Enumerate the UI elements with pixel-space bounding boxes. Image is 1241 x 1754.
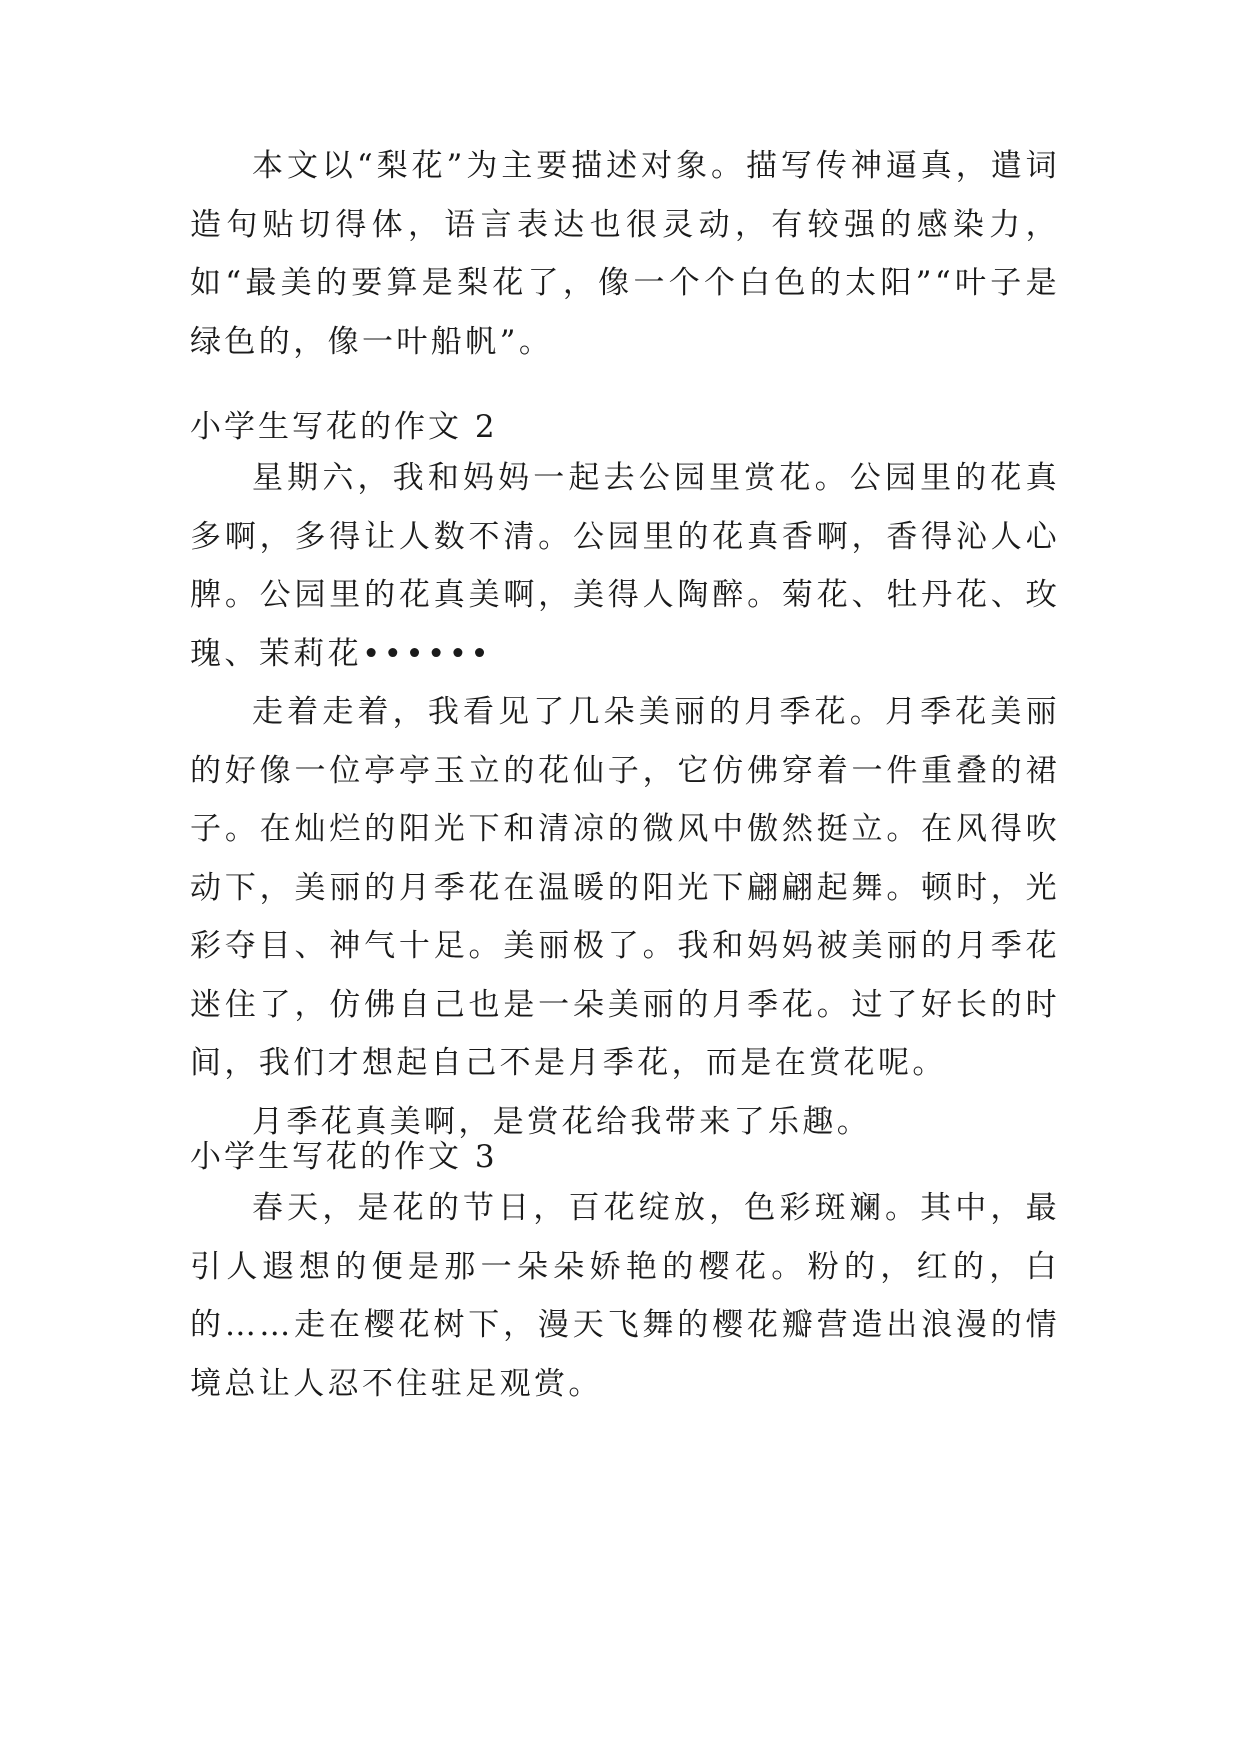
intro-paragraph: 本文以“梨花”为主要描述对象。描写传神逼真，遣词造句贴切得体，语言表达也很灵动，有较强的感染力，如“最美的要算是梨花了，像一个个白色的太阳”“叶子是绿色的，像一叶船帆”。	[190, 148, 1060, 360]
section-3-title: 小学生写花的作文 3	[190, 1139, 498, 1175]
section-3-body	[190, 1179, 1060, 1413]
intro-section	[190, 137, 1060, 371]
section-2-paragraph-3: 月季花真美啊，是赏花给我带来了乐趣。	[252, 1103, 872, 1140]
section-2-title: 小学生写花的作文 2	[190, 409, 498, 445]
section-2-paragraph-1: 星期六，我和妈妈一起去公园里赏花。公园里的花真多啊，多得让人数不清。公园里的花真香啊，香得沁人心脾。公园里的花真美啊，美得人陶醉。菊花、牡丹花、玫瑰、茉莉花••••••	[190, 460, 1060, 672]
section-2-body	[190, 449, 1060, 1151]
section-3-paragraph-1: 春天，是花的节日，百花绽放，色彩斑斓。其中，最引人遐想的便是那一朵朵娇艳的樱花。粉的，红的，白的……走在樱花树下，漫天飞舞的樱花瓣营造出浪漫的情境总让人忍不住驻足观赏。	[190, 1190, 1060, 1402]
section-2-paragraph-2: 走着走着，我看见了几朵美丽的月季花。月季花美丽的好像一位亭亭玉立的花仙子，它仿佛穿着一件重叠的裙子。在灿烂的阳光下和清凉的微风中傲然挺立。在风得吹动下，美丽的月季花在温暖的阳光下翩翩起舞。顿时，光彩夺目、神气十足。美丽极了。我和妈妈被美丽的月季花迷住了，仿佛自己也是一朵美丽的月季花。过了好长的时间，我们才想起自己不是月季花，而是在赏花呢。	[190, 694, 1060, 1081]
